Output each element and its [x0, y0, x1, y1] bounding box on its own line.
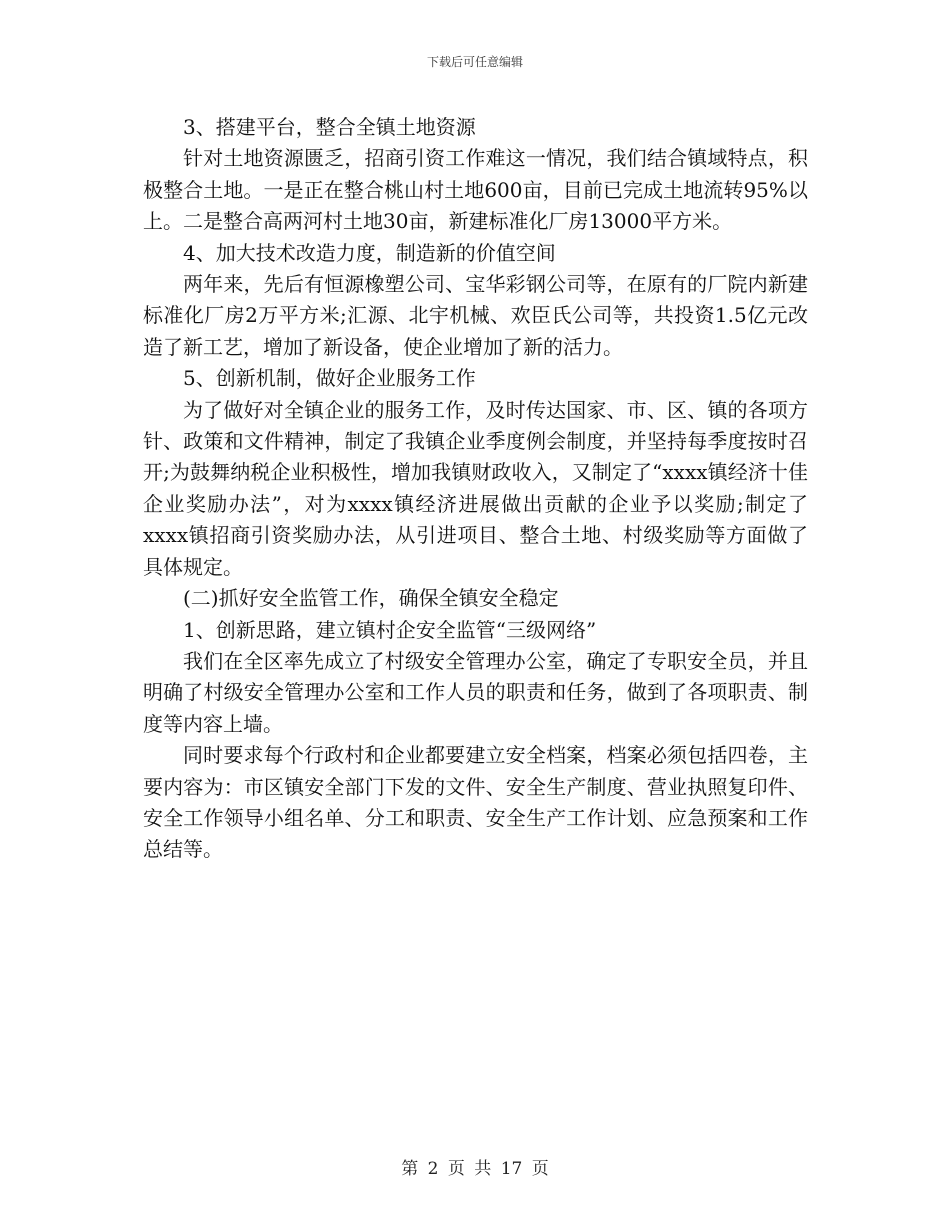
- heading-tech-upgrade: 4、加大技术改造力度，制造新的价值空间: [183, 240, 556, 265]
- heading-innovation-mechanism: 5、创新机制，做好企业服务工作: [183, 366, 476, 391]
- page-header: 下载后可任意编辑: [426, 55, 523, 69]
- paragraph-enterprise-service: 为了做好对全镇企业的服务工作，及时传达国家、市、区、镇的各项方针、政策和文件精神，制定了我镇企业季度例会制度，并坚持每季度按时召开;为鼓舞纳税企业积极性，增加我镇财政收入，又制定了“xxxx镇经济十佳企业奖励办法”，对为xxxx镇经济进展做出贡献的企业予以奖励;制定了xxxx镇招商引资奖励办法，从引进项目、整合土地、村级奖励等方面做了具体规定。: [143, 397, 808, 579]
- heading-build-platform: 3、搭建平台，整合全镇土地资源: [183, 115, 476, 139]
- paragraph-safety-office: 我们在全区率先成立了村级安全管理办公室，确定了专职安全员，并且明确了村级安全管理办公室和工作人员的职责和任务，做到了各项职责、制度等内容上墙。: [143, 648, 808, 736]
- page-footer: 第 2 页 共 17 页: [401, 1159, 549, 1179]
- paragraph-tech-upgrade: 两年来，先后有恒源橡塑公司、宝华彩钢公司等，在原有的厂院内新建标准化厂房2万平方米;汇源、北宇机械、欢臣氏公司等，共投资1.5亿元改造了新工艺，增加了新设备，使企业增加了新的活力。: [143, 272, 808, 359]
- heading-three-level-network: 1、创新思路，建立镇村企安全监管“三级网络”: [183, 617, 597, 642]
- paragraph-safety-archives: 同时要求每个行政村和企业都要建立安全档案，档案必须包括四卷，主要内容为：市区镇安全部门下发的文件、安全生产制度、营业执照复印件、安全工作领导小组名单、分工和职责、安全生产工作计划、应急预案和工作总结等。: [143, 743, 808, 862]
- paragraph-land-resources: 针对土地资源匮乏，招商引资工作难这一情况，我们结合镇域特点，积极整合土地。一是正在整合桃山村土地600亩，目前已完成土地流转95%以上。二是整合高两河村土地30亩，新建标准化厂房13000平方米。: [143, 146, 808, 234]
- document-body: [143, 112, 808, 866]
- heading-safety-supervision: (二)抓好安全监管工作，确保全镇安全稳定: [183, 586, 559, 611]
